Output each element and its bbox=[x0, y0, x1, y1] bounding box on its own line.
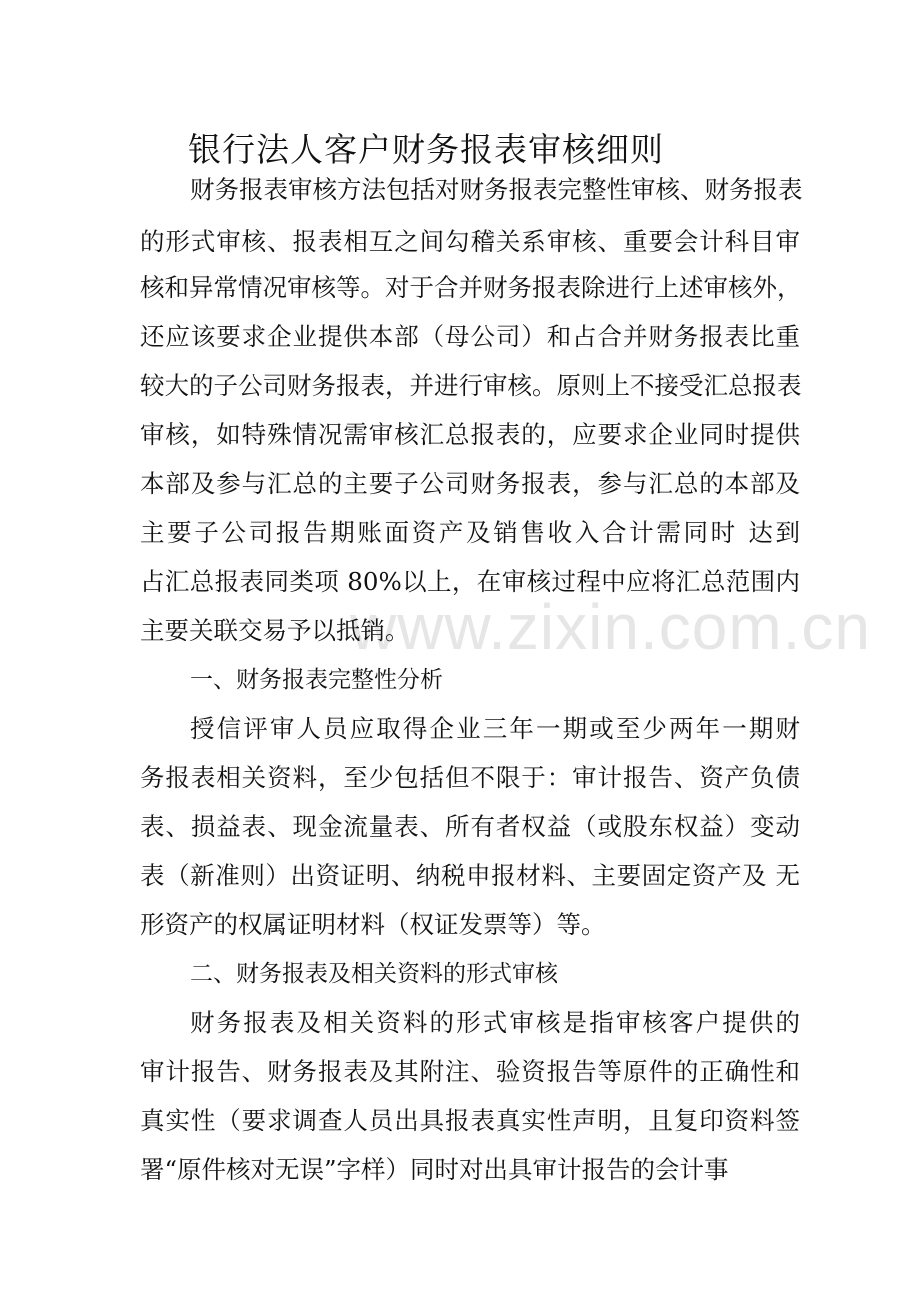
intro-line: 占汇总报表同类项 80%以上，在审核过程中应将汇总范围内 bbox=[140, 567, 800, 596]
section1-line: 形资产的权属证明材料（权证发票等）等。 bbox=[140, 910, 606, 939]
section2-line: 署“原件核对无误”字样）同时对出具审计报告的会计事 bbox=[140, 1155, 729, 1184]
intro-line: 财务报表审核方法包括对财务报表完整性审核、财务报表 bbox=[190, 175, 803, 204]
section-heading: 二、财务报表及相关资料的形式审核 bbox=[190, 961, 558, 987]
section1-line: 表（新准则）出资证明、纳税申报材料、主要固定资产及 无 bbox=[140, 861, 800, 890]
section1-line: 授信评审人员应取得企业三年一期或至少两年一期财 bbox=[190, 714, 800, 743]
document-title: 银行法人客户财务报表审核细则 bbox=[188, 130, 664, 169]
section-heading: 一、财务报表完整性分析 bbox=[190, 667, 443, 693]
section1-line: 务报表相关资料，至少包括但不限于：审计报告、资产负债 bbox=[140, 763, 800, 792]
watermark: www.zixin.com.cn bbox=[350, 591, 871, 663]
section2-line: 审计报告、财务报表及其附注、验资报告等原件的正确性和 bbox=[140, 1057, 800, 1086]
section1-line: 表、损益表、现金流量表、所有者权益（或股东权益）变动 bbox=[140, 812, 800, 841]
intro-line: 主要关联交易予以抵销。 bbox=[140, 616, 410, 645]
intro-line: 还应该要求企业提供本部（母公司）和占合并财务报表比重 bbox=[140, 322, 800, 351]
intro-line: 主要子公司报告期账面资产及销售收入合计需同时 达到 bbox=[140, 518, 800, 547]
section2-line: 财务报表及相关资料的形式审核是指审核客户提供的 bbox=[190, 1008, 800, 1037]
intro-line: 核和异常情况审核等。对于合并财务报表除进行上述审核外， bbox=[140, 273, 802, 302]
intro-line: 本部及参与汇总的主要子公司财务报表，参与汇总的本部及 bbox=[140, 469, 800, 498]
intro-line: 审核，如特殊情况需审核汇总报表的，应要求企业同时提供 bbox=[140, 420, 800, 449]
intro-line: 较大的子公司财务报表，并进行审核。原则上不接受汇总报表 bbox=[140, 371, 802, 400]
section2-line: 真实性（要求调查人员出具报表真实性声明，且复印资料签 bbox=[140, 1106, 800, 1135]
intro-line: 的形式审核、报表相互之间勾稽关系审核、重要会计科目审 bbox=[140, 227, 800, 256]
